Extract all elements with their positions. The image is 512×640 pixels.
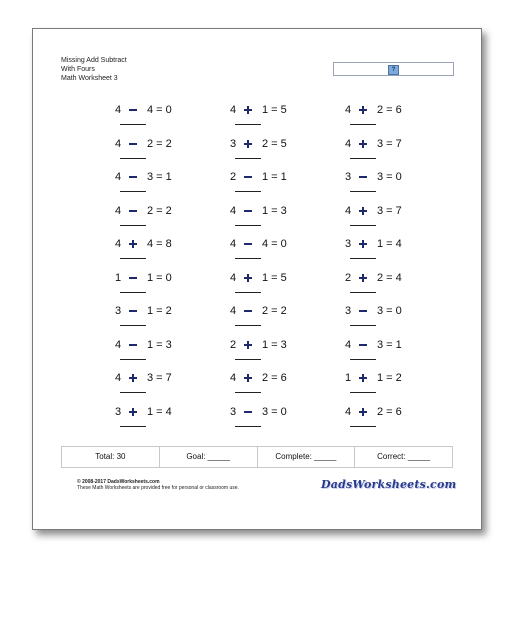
minus-icon — [242, 304, 254, 318]
problem — [113, 170, 209, 194]
problem — [113, 271, 209, 295]
minus-icon — [357, 304, 369, 318]
first-operand: 4 — [344, 339, 352, 351]
minus-icon — [127, 271, 139, 285]
first-operand: 4 — [344, 205, 352, 217]
equation-rest: 3 = 7 — [377, 205, 402, 217]
first-operand: 3 — [114, 305, 122, 317]
answer-line[interactable] — [235, 292, 261, 293]
total-cell: Total: 30 — [62, 447, 160, 467]
plus-icon — [242, 103, 254, 117]
first-operand: 4 — [229, 205, 237, 217]
minus-icon — [242, 204, 254, 218]
first-operand: 4 — [229, 104, 237, 116]
first-operand: 3 — [344, 305, 352, 317]
first-operand: 3 — [229, 406, 237, 418]
answer-line[interactable] — [235, 225, 261, 226]
equation-rest: 1 = 3 — [262, 205, 287, 217]
equation-rest: 3 = 1 — [147, 171, 172, 183]
answer-line[interactable] — [350, 392, 376, 393]
site-logo: DadsWorksheets.com — [321, 478, 457, 491]
equation-rest: 2 = 5 — [262, 138, 287, 150]
answer-line[interactable] — [235, 392, 261, 393]
first-operand: 3 — [229, 138, 237, 150]
correct-cell[interactable]: Correct: _____ — [377, 452, 431, 461]
equation-rest: 3 = 0 — [262, 406, 287, 418]
answer-line[interactable] — [350, 325, 376, 326]
minus-icon — [242, 170, 254, 184]
equation-rest: 1 = 3 — [147, 339, 172, 351]
problem — [228, 237, 324, 261]
plus-icon — [127, 405, 139, 419]
problem — [113, 371, 209, 395]
title-line-1: Missing Add Subtract — [61, 57, 127, 64]
first-operand: 4 — [229, 238, 237, 250]
answer-line[interactable] — [350, 225, 376, 226]
minus-icon — [357, 338, 369, 352]
plus-icon — [127, 237, 139, 251]
first-operand: 4 — [114, 339, 122, 351]
answer-line[interactable] — [350, 292, 376, 293]
problem — [343, 137, 439, 161]
answer-line[interactable] — [235, 191, 261, 192]
equation-rest: 2 = 6 — [377, 104, 402, 116]
problem — [228, 405, 324, 429]
first-operand: 4 — [114, 205, 122, 217]
minus-icon — [357, 170, 369, 184]
first-operand: 4 — [344, 104, 352, 116]
answer-line[interactable] — [235, 124, 261, 125]
problem — [228, 103, 324, 127]
problem — [113, 405, 209, 429]
equation-rest: 3 = 7 — [147, 372, 172, 384]
answer-line[interactable] — [120, 426, 146, 427]
complete-cell[interactable]: Complete: _____ — [258, 447, 356, 467]
first-operand: 3 — [114, 406, 122, 418]
answer-line[interactable] — [120, 124, 146, 125]
problem — [113, 103, 209, 127]
minus-icon — [127, 170, 139, 184]
problem — [343, 271, 439, 295]
equation-rest: 2 = 6 — [377, 406, 402, 418]
equation-rest: 2 = 2 — [147, 138, 172, 150]
first-operand: 4 — [229, 305, 237, 317]
answer-line[interactable] — [235, 158, 261, 159]
title-line-2: With Fours — [61, 66, 95, 73]
problem — [113, 338, 209, 362]
title-line-3: Math Worksheet 3 — [61, 75, 118, 82]
equation-rest: 2 = 2 — [262, 305, 287, 317]
answer-line[interactable] — [120, 225, 146, 226]
answer-line[interactable] — [120, 191, 146, 192]
question-mark-icon: ? — [388, 65, 399, 75]
problem — [113, 204, 209, 228]
first-operand: 4 — [344, 138, 352, 150]
first-operand: 2 — [344, 272, 352, 284]
problem — [343, 237, 439, 261]
minus-icon — [127, 338, 139, 352]
first-operand: 4 — [114, 171, 122, 183]
problem — [343, 103, 439, 127]
plus-icon — [242, 338, 254, 352]
equation-rest: 3 = 0 — [377, 171, 402, 183]
minus-icon — [127, 103, 139, 117]
equation-rest: 2 = 6 — [262, 372, 287, 384]
answer-line[interactable] — [235, 325, 261, 326]
plus-icon — [357, 271, 369, 285]
first-operand: 2 — [229, 171, 237, 183]
problem — [228, 371, 324, 395]
answer-line[interactable] — [120, 325, 146, 326]
problem — [113, 304, 209, 328]
equation-rest: 2 = 4 — [377, 272, 402, 284]
answer-line[interactable] — [350, 258, 376, 259]
worksheet-title — [61, 56, 127, 83]
problem — [228, 338, 324, 362]
first-operand: 3 — [344, 238, 352, 250]
plus-icon — [357, 103, 369, 117]
minus-icon — [127, 304, 139, 318]
plus-icon — [242, 137, 254, 151]
first-operand: 4 — [114, 372, 122, 384]
problem — [343, 204, 439, 228]
equation-rest: 1 = 1 — [262, 171, 287, 183]
equation-rest: 1 = 2 — [377, 372, 402, 384]
problem — [113, 137, 209, 161]
first-operand: 3 — [344, 171, 352, 183]
first-operand: 2 — [229, 339, 237, 351]
equation-rest: 1 = 5 — [262, 272, 287, 284]
minus-icon — [242, 405, 254, 419]
answer-line[interactable] — [120, 392, 146, 393]
copyright-notice — [77, 479, 239, 491]
plus-icon — [357, 405, 369, 419]
answer-line[interactable] — [350, 158, 376, 159]
goal-cell[interactable]: Goal: _____ — [160, 447, 258, 467]
plus-icon — [242, 271, 254, 285]
problem — [228, 170, 324, 194]
answer-line[interactable] — [350, 359, 376, 360]
plus-icon — [357, 237, 369, 251]
first-operand: 4 — [114, 138, 122, 150]
problem — [343, 405, 439, 429]
minus-icon — [127, 204, 139, 218]
plus-icon — [357, 204, 369, 218]
equation-rest: 1 = 4 — [377, 238, 402, 250]
answer-line[interactable] — [350, 426, 376, 427]
first-operand: 4 — [229, 272, 237, 284]
problem — [228, 137, 324, 161]
equation-rest: 1 = 3 — [262, 339, 287, 351]
equation-rest: 3 = 0 — [377, 305, 402, 317]
problem — [343, 371, 439, 395]
first-operand: 1 — [114, 272, 122, 284]
score-table — [61, 446, 453, 468]
plus-icon — [127, 371, 139, 385]
minus-icon — [127, 137, 139, 151]
answer-line[interactable] — [235, 258, 261, 259]
answer-line[interactable] — [350, 124, 376, 125]
equation-rest: 1 = 5 — [262, 104, 287, 116]
answer-line[interactable] — [120, 359, 146, 360]
equation-rest: 4 = 8 — [147, 238, 172, 250]
answer-line[interactable] — [120, 258, 146, 259]
problem — [228, 304, 324, 328]
name-field[interactable] — [333, 62, 454, 76]
equation-rest: 3 = 7 — [377, 138, 402, 150]
answer-line[interactable] — [235, 359, 261, 360]
equation-rest: 2 = 2 — [147, 205, 172, 217]
problem — [113, 237, 209, 261]
equation-rest: 1 = 4 — [147, 406, 172, 418]
copyright-line-1: © 2008-2017 DadsWorksheets.com — [77, 479, 160, 485]
answer-line[interactable] — [120, 292, 146, 293]
first-operand: 4 — [114, 104, 122, 116]
equation-rest: 1 = 2 — [147, 305, 172, 317]
plus-icon — [357, 371, 369, 385]
equation-rest: 4 = 0 — [262, 238, 287, 250]
equation-rest: 4 = 0 — [147, 104, 172, 116]
worksheet-page — [32, 28, 482, 530]
problem — [343, 338, 439, 362]
equation-rest: 3 = 1 — [377, 339, 402, 351]
answer-line[interactable] — [350, 191, 376, 192]
answer-line[interactable] — [120, 158, 146, 159]
minus-icon — [242, 237, 254, 251]
copyright-line-2: These Math Worksheets are provided free for personal or classroom use. — [77, 485, 239, 491]
answer-line[interactable] — [235, 426, 261, 427]
first-operand: 4 — [114, 238, 122, 250]
problem — [343, 304, 439, 328]
plus-icon — [357, 137, 369, 151]
plus-icon — [242, 371, 254, 385]
first-operand: 1 — [344, 372, 352, 384]
equation-rest: 1 = 0 — [147, 272, 172, 284]
first-operand: 4 — [344, 406, 352, 418]
first-operand: 4 — [229, 372, 237, 384]
problem — [228, 204, 324, 228]
problem — [343, 170, 439, 194]
problem — [228, 271, 324, 295]
